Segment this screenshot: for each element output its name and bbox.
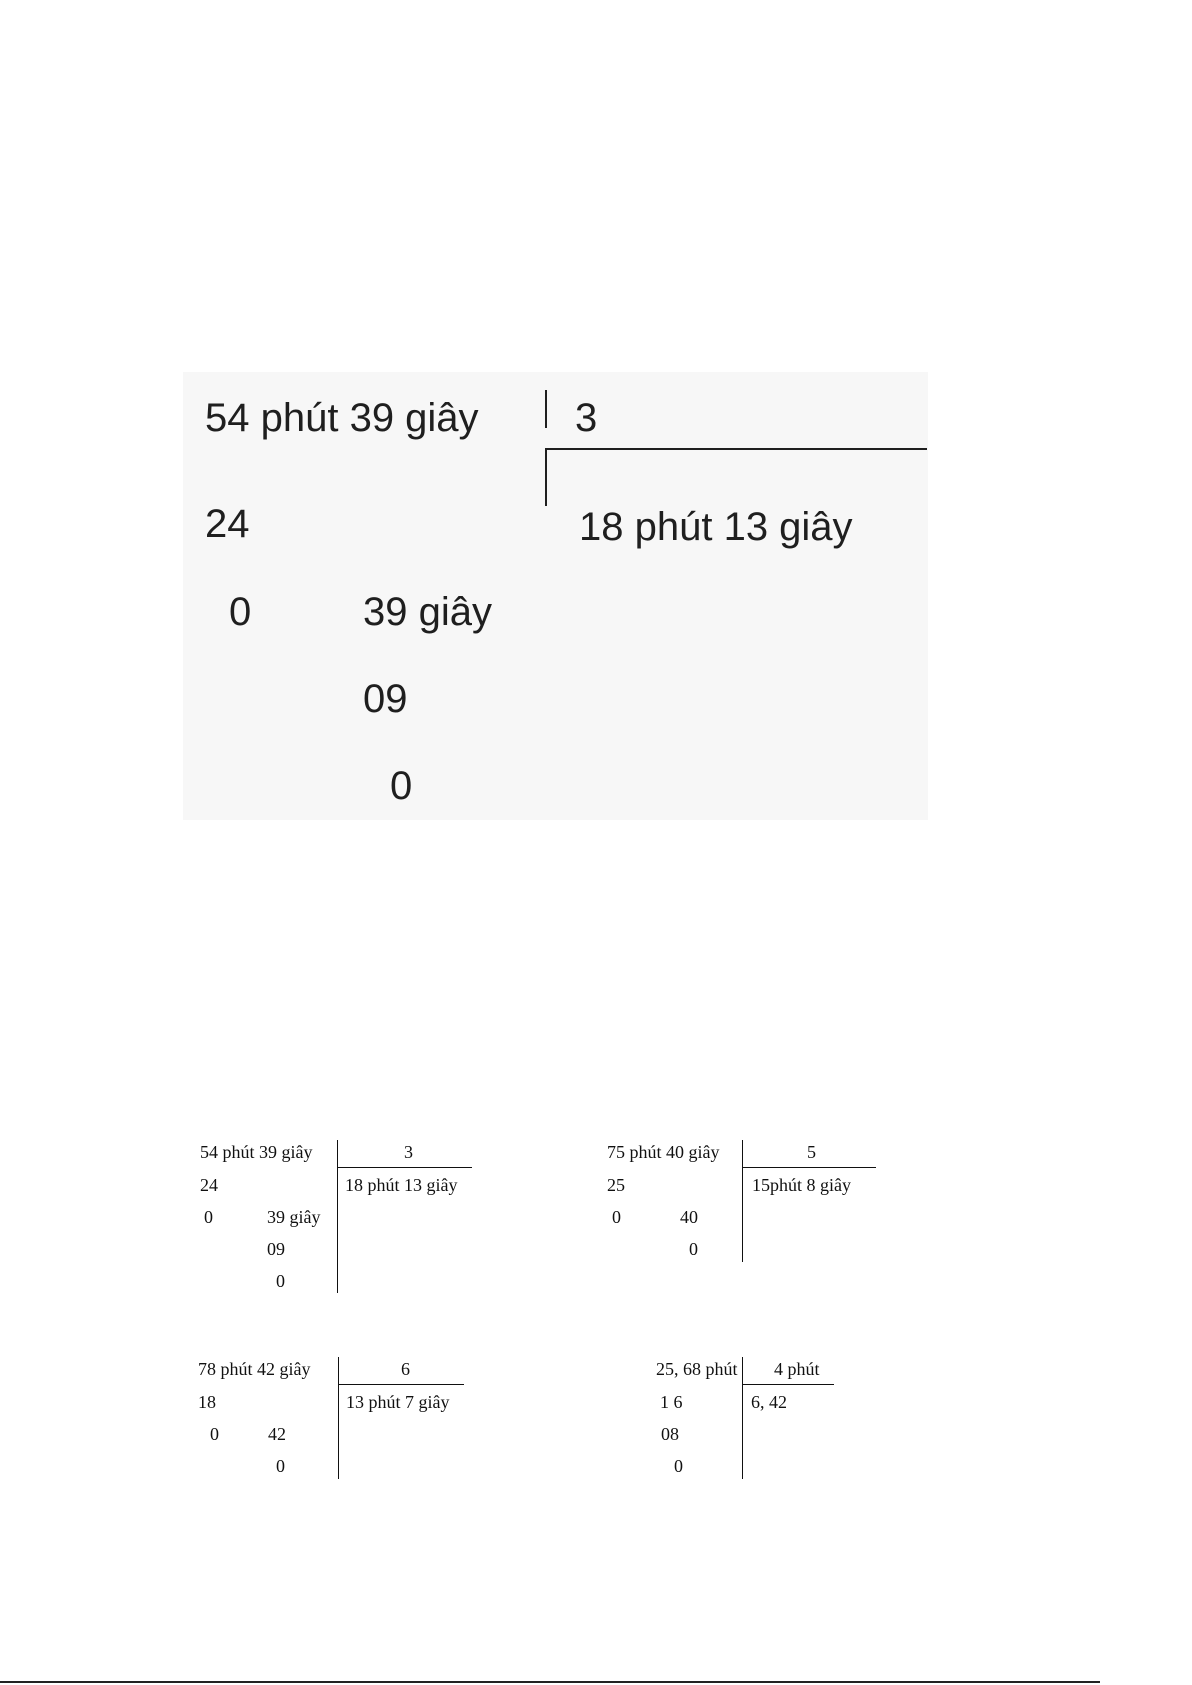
divider-horizontal (742, 1167, 876, 1168)
step-1: 25 (607, 1175, 625, 1195)
step-2-remainder: 0 (204, 1207, 213, 1227)
step-2-seconds: 39 giây (267, 1207, 321, 1227)
divisor: 4 phút (774, 1359, 820, 1379)
dividend: 54 phút 39 giây (205, 396, 479, 440)
step-2-remainder: 0 (612, 1207, 621, 1227)
divisor: 3 (404, 1142, 413, 1162)
division-example-1 (200, 1140, 480, 1295)
large-division-example (183, 372, 928, 820)
division-example-2 (607, 1140, 887, 1265)
divider-vertical-top (545, 390, 547, 428)
step-3: 0 (276, 1456, 285, 1476)
divider-vertical (338, 1357, 339, 1479)
dividend: 25, 68 phút (656, 1359, 738, 1379)
step-2-remainder: 0 (229, 590, 252, 634)
step-4: 0 (390, 764, 413, 808)
quotient: 18 phút 13 giây (579, 505, 853, 549)
step-2-seconds: 42 (268, 1424, 286, 1444)
step-2-seconds: 39 giây (363, 590, 492, 634)
step-1: 24 (200, 1175, 218, 1195)
divider-vertical-bottom (545, 448, 547, 506)
division-example-4 (656, 1357, 896, 1482)
step-1: 1 6 (660, 1392, 683, 1412)
step-2-remainder: 0 (210, 1424, 219, 1444)
divider-horizontal (545, 448, 927, 450)
step-1: 24 (205, 502, 250, 546)
divisor: 5 (807, 1142, 816, 1162)
divisor: 3 (575, 396, 598, 440)
step-3: 0 (689, 1239, 698, 1259)
divider-horizontal (338, 1384, 464, 1385)
quotient: 6, 42 (751, 1392, 787, 1412)
divisor: 6 (401, 1359, 410, 1379)
step-3: 09 (267, 1239, 285, 1259)
step-3: 09 (363, 677, 408, 721)
divider-horizontal (337, 1167, 472, 1168)
division-example-3 (198, 1357, 478, 1482)
quotient: 18 phút 13 giây (345, 1175, 458, 1195)
dividend: 75 phút 40 giây (607, 1142, 720, 1162)
divider-vertical (742, 1357, 743, 1479)
footer-rule (0, 1681, 1100, 1683)
dividend: 54 phút 39 giây (200, 1142, 313, 1162)
quotient: 13 phút 7 giây (346, 1392, 450, 1412)
step-2: 08 (661, 1424, 679, 1444)
divider-vertical (337, 1140, 338, 1293)
quotient: 15phút 8 giây (752, 1175, 851, 1195)
divider-horizontal (742, 1384, 834, 1385)
step-4: 0 (276, 1271, 285, 1291)
dividend: 78 phút 42 giây (198, 1359, 311, 1379)
step-2-seconds: 40 (680, 1207, 698, 1227)
divider-vertical (742, 1140, 743, 1262)
step-1: 18 (198, 1392, 216, 1412)
step-3: 0 (674, 1456, 683, 1476)
